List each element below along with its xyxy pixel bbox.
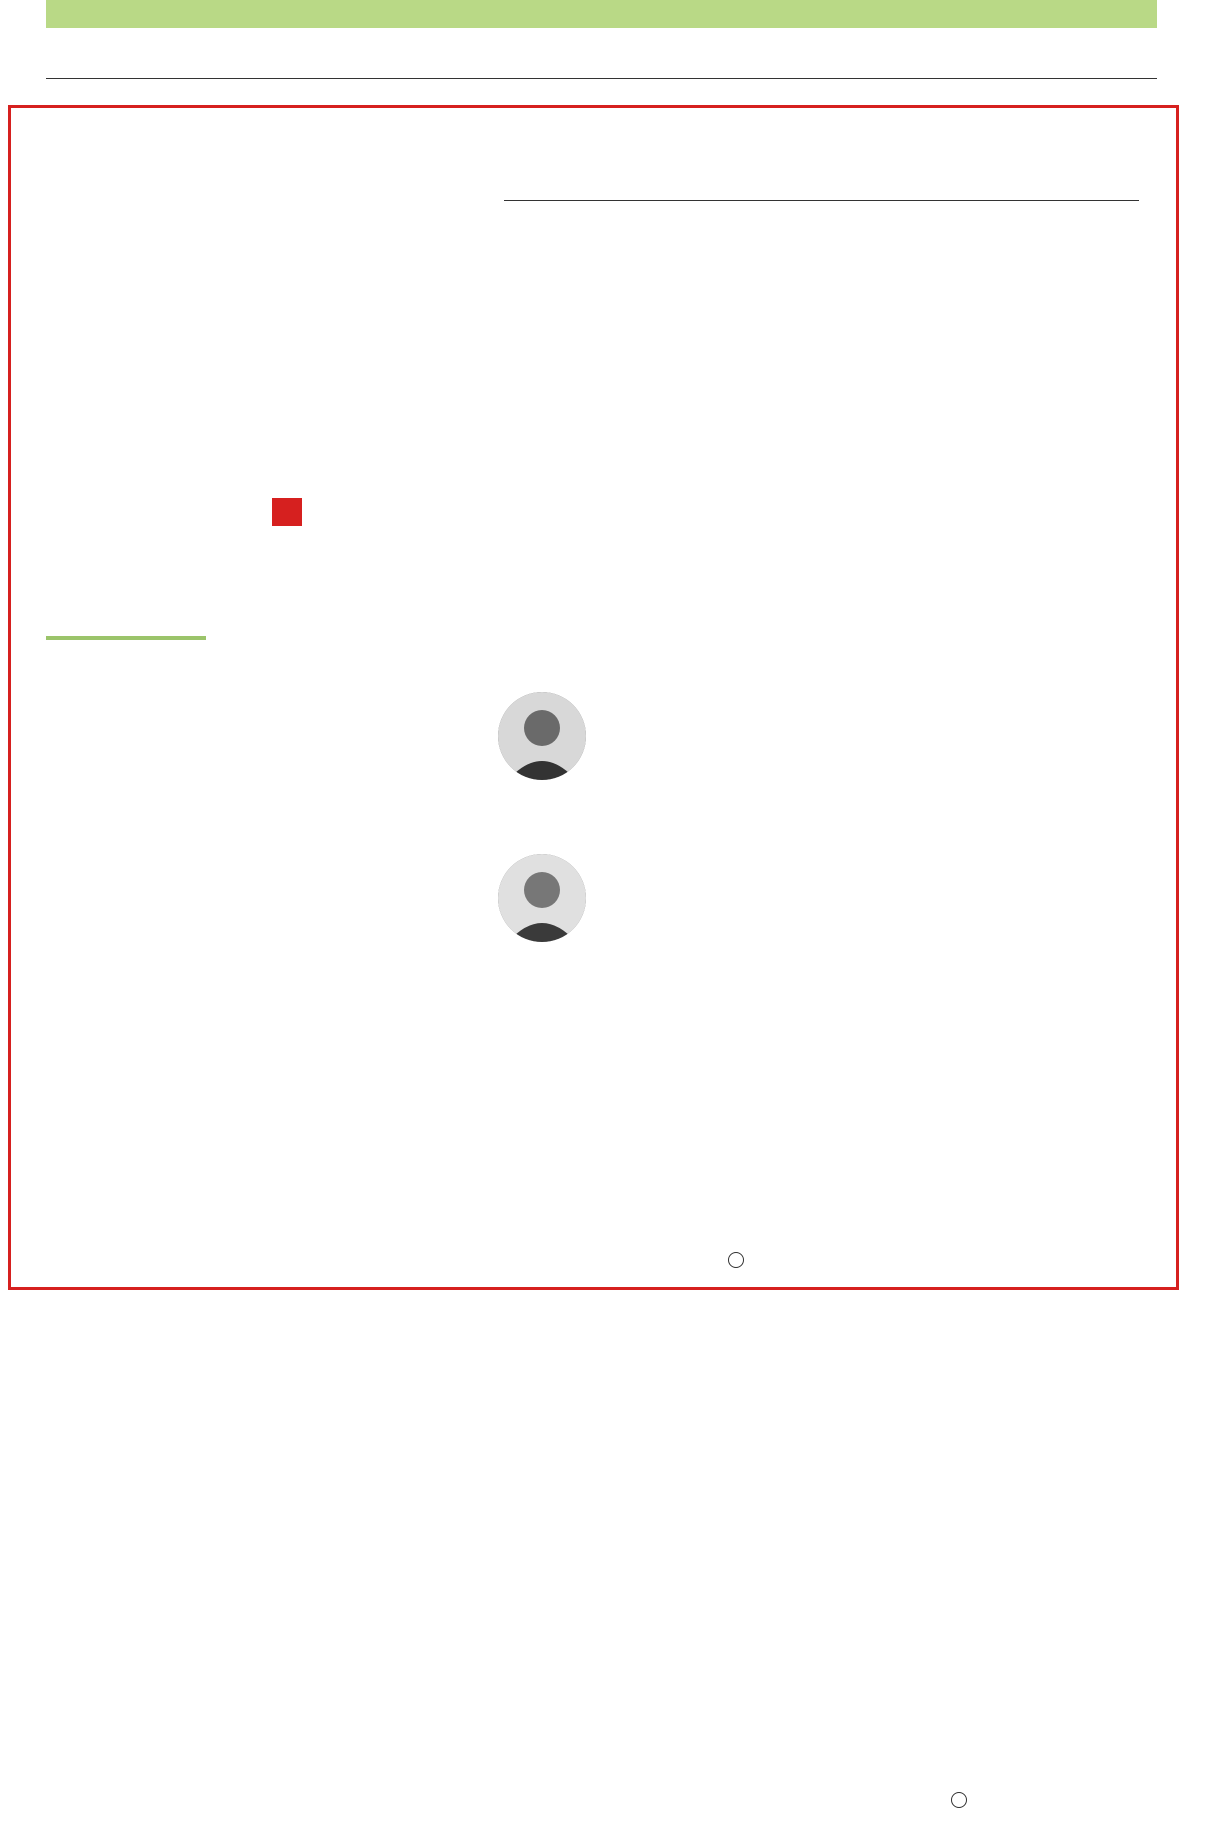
top-color-bar [46,0,1157,28]
author2-icon [951,1792,967,1808]
article-highlight-frame [8,105,1179,1290]
author-icon [728,1252,744,1268]
lr-logo [272,498,302,526]
header-rule [46,78,1157,79]
article2-author [951,1792,973,1808]
graphic-header-rule [504,200,1139,201]
perez-photo [498,854,586,942]
article-author [728,1252,750,1268]
betancur-photo [498,692,586,780]
kicker-rule [46,636,206,640]
